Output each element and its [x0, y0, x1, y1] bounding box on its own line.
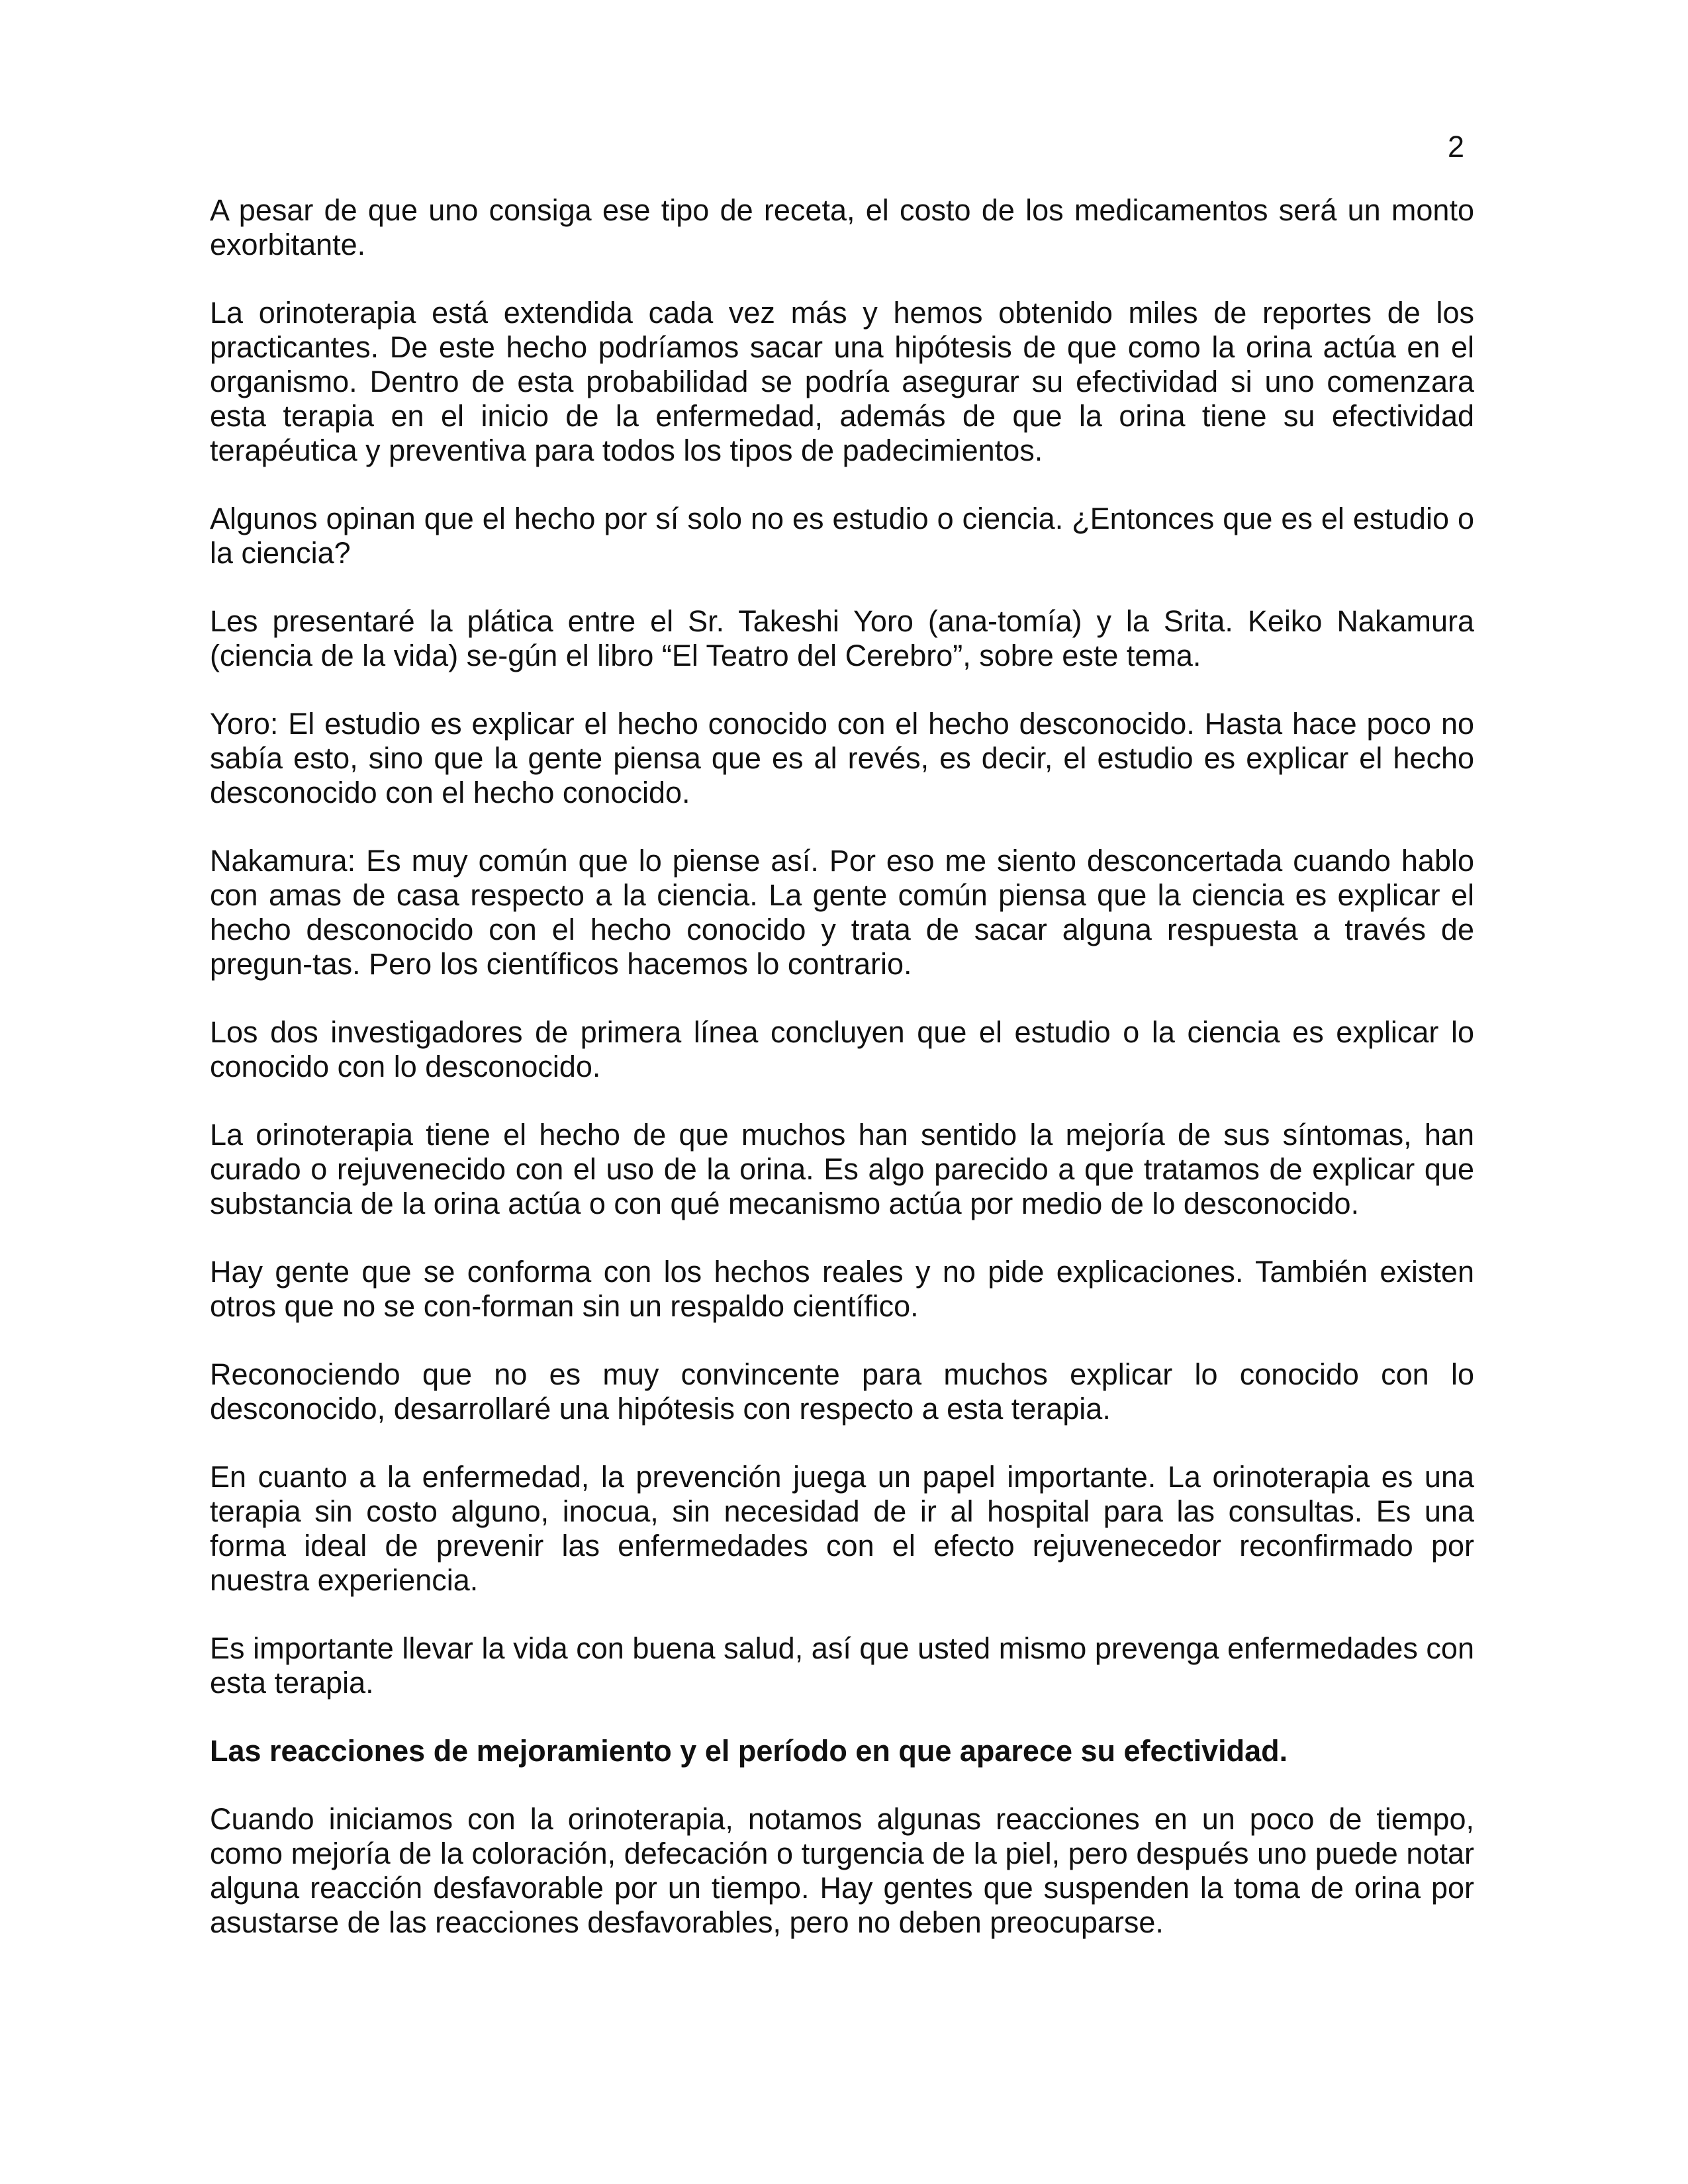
paragraph: Los dos investigadores de primera línea concluyen que el estudio o la ciencia es explicar lo conocido con lo desconocido. — [210, 1015, 1474, 1083]
paragraph: Es importante llevar la vida con buena salud, así que usted mismo prevenga enfermedades con esta terapia. — [210, 1631, 1474, 1700]
paragraph: Yoro: El estudio es explicar el hecho conocido con el hecho desconocido. Hasta hace poco no sabía esto, sino que la gente piensa que es al revés, es decir, el estudio es explicar el hecho desconocido con el hecho conocido. — [210, 707, 1474, 809]
paragraph: En cuanto a la enfermedad, la prevención juega un papel importante. La orinoterapia es una terapia sin costo alguno, inocua, sin necesidad de ir al hospital para las consultas. Es una forma ideal de prevenir las enfermedades con el efecto rejuvenecedor reconfirmado por nuestra experiencia. — [210, 1460, 1474, 1597]
paragraph: Reconociendo que no es muy convincente para muchos explicar lo conocido con lo desconocido, desarrollaré una hipótesis con respecto a esta terapia. — [210, 1357, 1474, 1426]
paragraph: Hay gente que se conforma con los hechos reales y no pide explicaciones. También existen otros que no se con-forman sin un respaldo científico. — [210, 1255, 1474, 1323]
paragraph: Algunos opinan que el hecho por sí solo no es estudio o ciencia. ¿Entonces que es el estudio o la ciencia? — [210, 502, 1474, 570]
section-heading: Las reacciones de mejoramiento y el período en que aparece su efectividad. — [210, 1734, 1288, 1768]
paragraph: Nakamura: Es muy común que lo piense así. Por eso me siento desconcertada cuando hablo con amas de casa respecto a la ciencia. La gente común piensa que la ciencia es explicar el hecho desconocido con el hecho conocido y trata de sacar alguna respuesta a través de pregun-tas. Pero los científicos hacemos lo contrario. — [210, 844, 1474, 981]
paragraph: La orinoterapia tiene el hecho de que muchos han sentido la mejoría de sus síntomas, han curado o rejuvenecido con el uso de la orina. Es algo parecido a que tratamos de explicar que substancia de la orina actúa o con qué mecanismo actúa por medio de lo desconocido. — [210, 1118, 1474, 1220]
paragraph: Cuando iniciamos con la orinoterapia, notamos algunas reacciones en un poco de tiempo, como mejoría de la coloración, defecación o turgencia de la piel, pero después uno puede notar alguna reacción desfavorable por un tiempo. Hay gentes que suspenden la toma de orina por asustarse de las reacciones desfavorables, pero no deben preocuparse. — [210, 1802, 1474, 1939]
paragraph: Les presentaré la plática entre el Sr. Takeshi Yoro (ana-tomía) y la Srita. Keiko Nakamura (ciencia de la vida) se-gún el libro “El Teatro del Cerebro”, sobre este tema. — [210, 604, 1474, 672]
paragraph: La orinoterapia está extendida cada vez más y hemos obtenido miles de reportes de los practicantes. De este hecho podríamos sacar una hipótesis de que como la orina actúa en el organismo. Dentro de esta probabilidad se podría asegurar su efectividad si uno comenzara esta terapia en el inicio de la enfermedad, además de que la orina tiene su efectividad terapéutica y preventiva para todos los tipos de padecimientos. — [210, 296, 1474, 467]
paragraph: A pesar de que uno consiga ese tipo de receta, el costo de los medicamentos será un monto exorbitante. — [210, 193, 1474, 261]
page-number: 2 — [1447, 130, 1464, 163]
document-body — [210, 193, 1474, 1974]
